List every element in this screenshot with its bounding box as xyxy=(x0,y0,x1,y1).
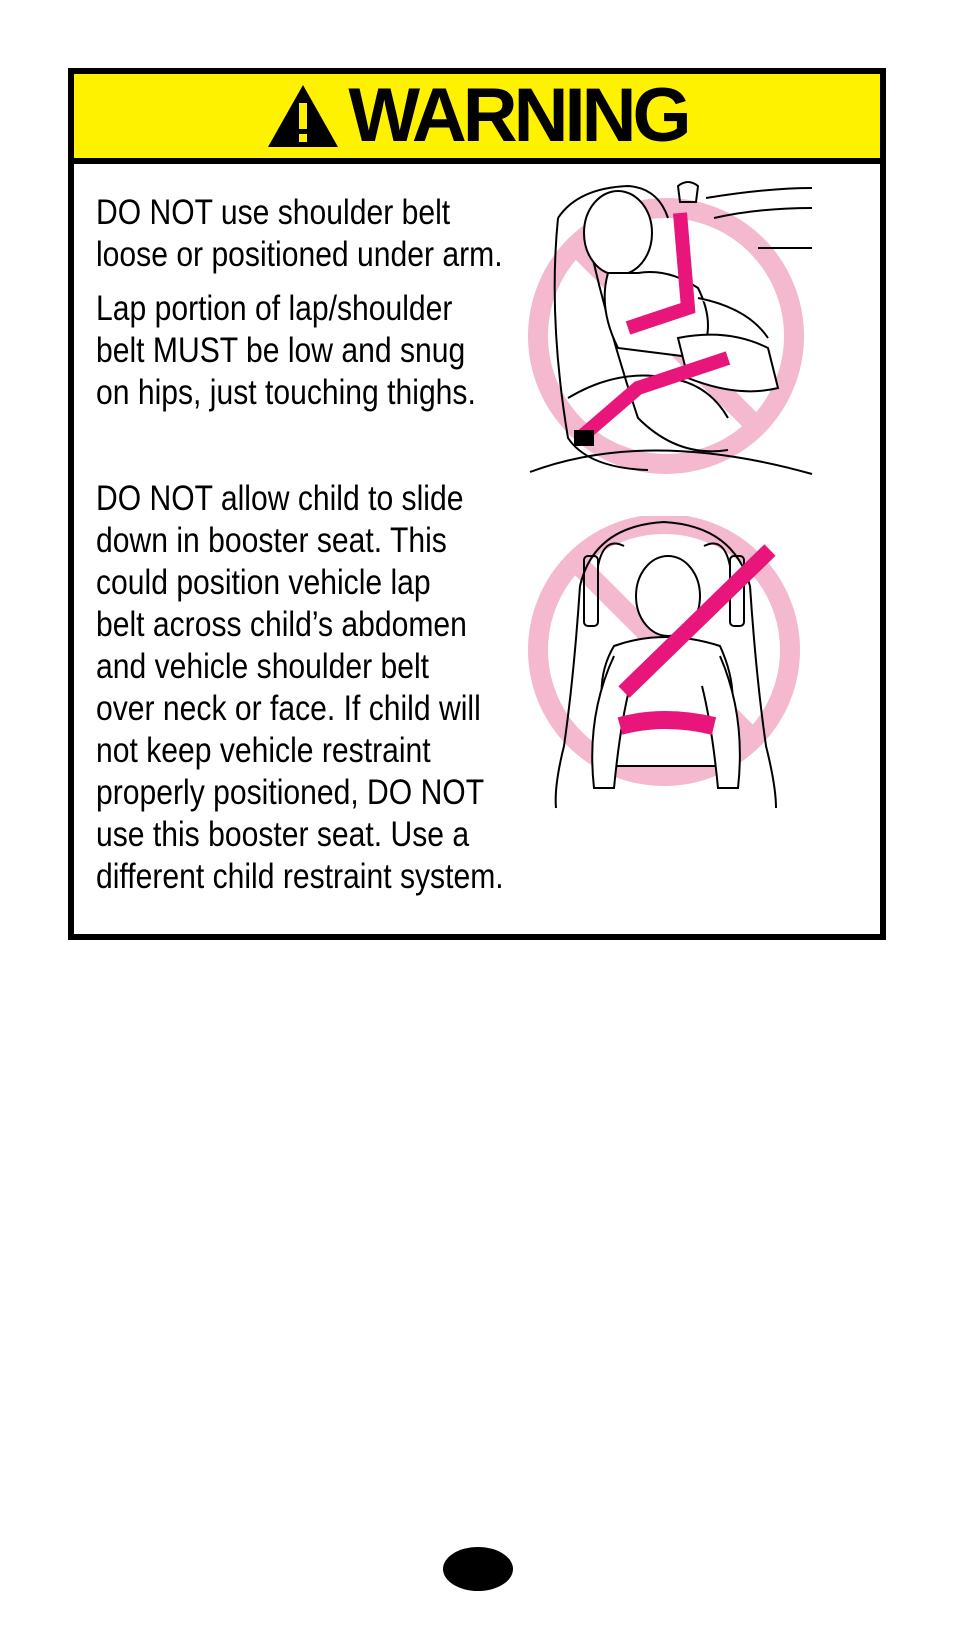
page-number-oval xyxy=(443,1547,513,1591)
warning-triangle-icon xyxy=(266,83,340,149)
warning-box xyxy=(68,68,886,940)
belt-buckle xyxy=(574,430,594,446)
lap-belt xyxy=(580,358,728,438)
section2-text xyxy=(96,478,504,898)
illustration-belt-under-arm xyxy=(528,178,818,478)
section1-text xyxy=(96,192,503,414)
warning-title: WARNING xyxy=(348,73,688,158)
illustration-child-slid-down xyxy=(524,516,814,812)
section1-paragraph1: DO NOT use shoulder belt loose or positioned under arm. xyxy=(96,193,503,274)
section1-paragraph2: Lap portion of lap/shoulder belt MUST be low and snug on hips, just touching thighs. xyxy=(96,289,476,412)
section2-paragraph: DO NOT allow child to slide down in booster seat. This could position vehicle lap belt across child’s abdomen and vehicle shoulder belt over neck or face. If child will not keep vehicle restraint properly positioned, DO NOT use this booster seat. Use a different child restraint system. xyxy=(96,479,504,896)
lap-belt-2 xyxy=(620,720,714,726)
warning-header xyxy=(74,74,880,164)
